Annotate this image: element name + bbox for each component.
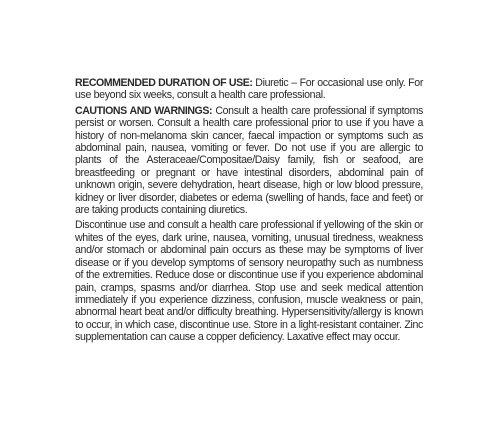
recommended-duration-paragraph xyxy=(75,77,423,102)
recommended-duration-heading: RECOMMENDED DURATION OF USE: xyxy=(75,77,253,89)
discontinue-text: Discontinue use and consult a health care professional if yellowing of the skin or whites of the eyes, dark urine, nausea, vomiting, unusual tiredness, weakness and/or stomach or abdominal pain occurs as these may be symptoms of liver disease or if you develop symptoms of sensory neuropathy such as numbness of the extremities. Reduce dose or discontinue use if you experience abdominal pain, cramps, spasms and/or diarrhea. Stop use and seek medical attention immediately if you experience dizziness, confusion, muscle weakness or pain, abnormal heart beat and/or difficulty breathing. Hypersensitivity/allergy is known to occur, in which case, discontinue use. Store in a light-resistant container. Zinc supplementation can cause a copper deficiency. Laxative effect may occur. xyxy=(75,219,423,344)
label-text-panel xyxy=(75,77,423,347)
cautions-text: Consult a health care professional if symptoms persist or worsen. Consult a health care professional prior to use if you have a history of non-melanoma skin cancer, faecal impaction or symptoms such as abdominal pain, nausea, vomiting or fever. Do not use if you are allergic to plants of the Asteraceae/Compositae/Daisy family, fish or seafood, are breastfeeding or pregnant or have intestinal disorders, abdominal pain of unknown origin, severe dehydration, heart disease, high or low blood pressure, kidney or liver disorder, diabetes or edema (swelling of hands, face and feet) or are taking products containing diuretics. xyxy=(75,104,424,217)
discontinue-paragraph xyxy=(75,219,423,343)
recommended-duration-text: Diuretic – For occasional use only. For use beyond six weeks, consult a health care professional. xyxy=(75,77,424,102)
cautions-heading: CAUTIONS AND WARNINGS: xyxy=(75,104,213,117)
cautions-paragraph xyxy=(75,105,423,217)
